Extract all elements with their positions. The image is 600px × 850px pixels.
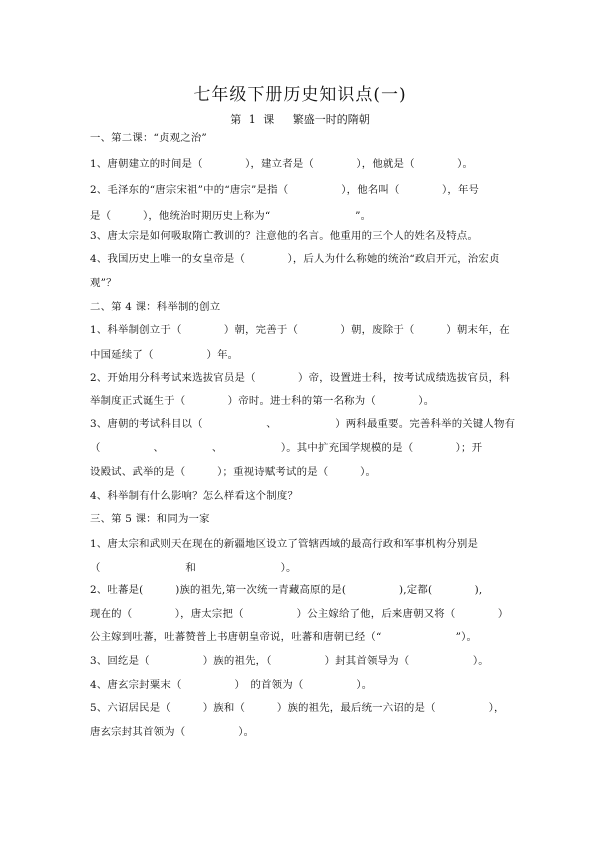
question-line: 4、我国历史上唯一的女皇帝是（ ），后人为什么称她的统治“政启开元，治宏贞 [90, 253, 500, 265]
question-line: 1、唐朝建立的时间是（ ），建立者是（ ），他就是（ ）。 [90, 158, 474, 170]
question-line: 2、吐蕃是( )族的祖先,第一次统一青藏高原的是( ),定都( ), [90, 584, 483, 596]
question-line: 3、唐太宗是如何吸取隋亡教训的？注意他的名言。他重用的三个人的姓名及特点。 [90, 230, 479, 242]
question-line: 3、回纥是（ ）族的祖先，（ ）封其首领导为（ ）。 [90, 655, 489, 667]
question-line: 现在的（ ），唐太宗把（ ）公主嫁给了他，后来唐朝又将（ ） [90, 608, 509, 620]
question-line: 1、唐太宗和武则天在现在的新疆地区设立了管辖西域的最高行政和军事机构分别是 [90, 538, 479, 550]
question-line: 设殿试、武举的是（ ）；重视诗赋考试的是（ ）。 [90, 466, 377, 478]
page-title: 七年级下册历史知识点(一) [193, 85, 407, 105]
question-line: 3、唐朝的考试科目以（ 、 ）两科最重要。完善科举的关键人物有 [90, 418, 516, 430]
question-line: 举制度正式诞生于（ ）帝时。进士科的第一名称为（ ）。 [90, 395, 435, 407]
lesson-subtitle: 第 1 课 繁盛一时的隋朝 [230, 113, 370, 126]
question-line: 观”？ [90, 277, 117, 289]
section-heading: 一、第二课：“贞观之治” [90, 132, 207, 144]
question-line: 4、科举制有什么影响？怎么样看这个制度？ [90, 490, 299, 502]
question-line: 2、开始用分科考试来选拔官员是（ ）帝，设置进士科，按考试成绩选拔官员，科 [90, 372, 510, 384]
question-line: 是（ ），他统治时期历史上称为“ ”。 [90, 210, 372, 222]
question-line: （ 和 ）。 [90, 562, 297, 574]
question-line: 1、科举制创立于（ ）朝，完善于（ ）朝，废除于（ ）朝末年，在 [90, 324, 510, 336]
question-line: 4、唐玄宗封粟末（ ） 的首领为（ ）。 [90, 679, 373, 691]
section-heading: 二、第 4 课：科举制的创立 [90, 301, 221, 313]
question-line: 5、六诏居民是（ ）族和（ ）族的祖先，最后统一六诏的是（ ）， [90, 702, 505, 714]
question-line: 2、毛泽东的“唐宗宋祖”中的“唐宗”是指（ ），他名叫（ ），年号 [90, 184, 480, 196]
question-line: 公主嫁到吐蕃，吐蕃赞普上书唐朝皇帝说，吐蕃和唐朝已经（“ ”）。 [90, 631, 478, 643]
question-line: （ 、 、 ）。其中扩充国学规模的是（ ）；开 [90, 442, 483, 454]
section-heading: 三、第 5 课：和同为一家 [90, 513, 210, 525]
question-line: 唐玄宗封其首领为（ ）。 [90, 726, 255, 738]
question-line: 中国延续了（ ）年。 [90, 349, 239, 361]
